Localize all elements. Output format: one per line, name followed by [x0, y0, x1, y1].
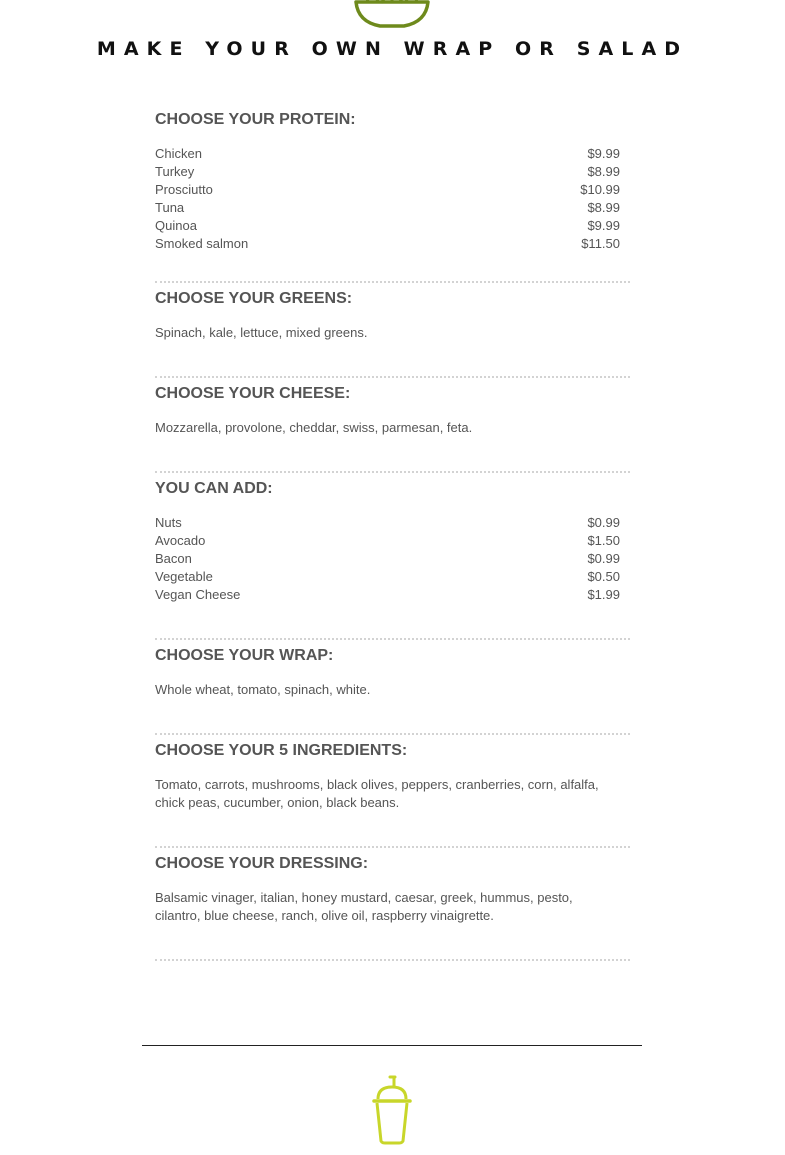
item-price: $0.99 — [587, 515, 620, 530]
item-price: $10.99 — [580, 182, 620, 197]
section-text-wrap: Whole wheat, tomato, spinach, white. — [155, 682, 371, 697]
item-price: $1.50 — [587, 533, 620, 548]
menu-item — [155, 181, 630, 199]
section-ingredients — [155, 741, 630, 848]
section-addons — [155, 479, 630, 640]
item-price: $9.99 — [587, 218, 620, 233]
menu-item — [155, 514, 630, 532]
item-price: $8.99 — [587, 200, 620, 215]
section-text-greens: Spinach, kale, lettuce, mixed greens. — [155, 325, 368, 340]
menu-item — [155, 163, 630, 181]
menu-item — [155, 532, 630, 550]
item-name: Prosciutto — [155, 182, 213, 197]
item-name: Bacon — [155, 551, 192, 566]
item-name: Chicken — [155, 146, 202, 161]
menu-item — [155, 199, 630, 217]
item-price: $8.99 — [587, 164, 620, 179]
smoothie-cup-icon — [368, 1075, 416, 1147]
section-title-dressing: CHOOSE YOUR DRESSING: — [155, 855, 369, 872]
menu — [155, 110, 630, 961]
menu-item — [155, 568, 630, 586]
salad-bowl-icon — [352, 0, 432, 30]
item-price: $0.99 — [587, 551, 620, 566]
section-title-wrap: CHOOSE YOUR WRAP: — [155, 647, 334, 664]
menu-item — [155, 586, 630, 604]
section-cheese — [155, 384, 630, 473]
menu-item — [155, 217, 630, 235]
item-name: Quinoa — [155, 218, 197, 233]
protein-list — [155, 145, 630, 253]
menu-item — [155, 550, 630, 568]
section-text-cheese: Mozzarella, provolone, cheddar, swiss, parmesan, feta. — [155, 420, 473, 435]
section-text-ingredients: Tomato, carrots, mushrooms, black olives, peppers, cranberries, corn, alfalfa, chick peas, cucumber, onion, black beans. — [155, 777, 599, 810]
section-title-ingredients: CHOOSE YOUR 5 INGREDIENTS: — [155, 742, 408, 759]
section-greens — [155, 289, 630, 378]
section-wrap — [155, 646, 630, 735]
item-name: Vegan Cheese — [155, 587, 241, 602]
section-text-dressing: Balsamic vinager, italian, honey mustard, caesar, greek, hummus, pesto, cilantro, blue cheese, ranch, olive oil, raspberry vinaigrette. — [155, 890, 573, 923]
section-title-protein: CHOOSE YOUR PROTEIN: — [155, 111, 356, 128]
item-name: Turkey — [155, 164, 195, 179]
page-title: MAKE YOUR OWN WRAP OR SALAD — [96, 38, 689, 60]
section-title-addons: YOU CAN ADD: — [155, 480, 273, 497]
item-price: $9.99 — [587, 146, 620, 161]
menu-item — [155, 145, 630, 163]
section-dressing — [155, 854, 630, 961]
section-title-greens: CHOOSE YOUR GREENS: — [155, 290, 353, 307]
menu-item — [155, 235, 630, 253]
item-price: $0.50 — [587, 569, 620, 584]
item-name: Nuts — [155, 515, 182, 530]
item-name: Smoked salmon — [155, 236, 249, 251]
footer-divider — [142, 1045, 642, 1046]
item-name: Vegetable — [155, 569, 213, 584]
item-price: $1.99 — [587, 587, 620, 602]
section-protein — [155, 110, 630, 283]
item-price: $11.50 — [581, 236, 620, 251]
item-name: Avocado — [155, 533, 206, 548]
addons-list — [155, 514, 630, 604]
section-title-cheese: CHOOSE YOUR CHEESE: — [155, 385, 351, 402]
item-name: Tuna — [155, 200, 185, 215]
